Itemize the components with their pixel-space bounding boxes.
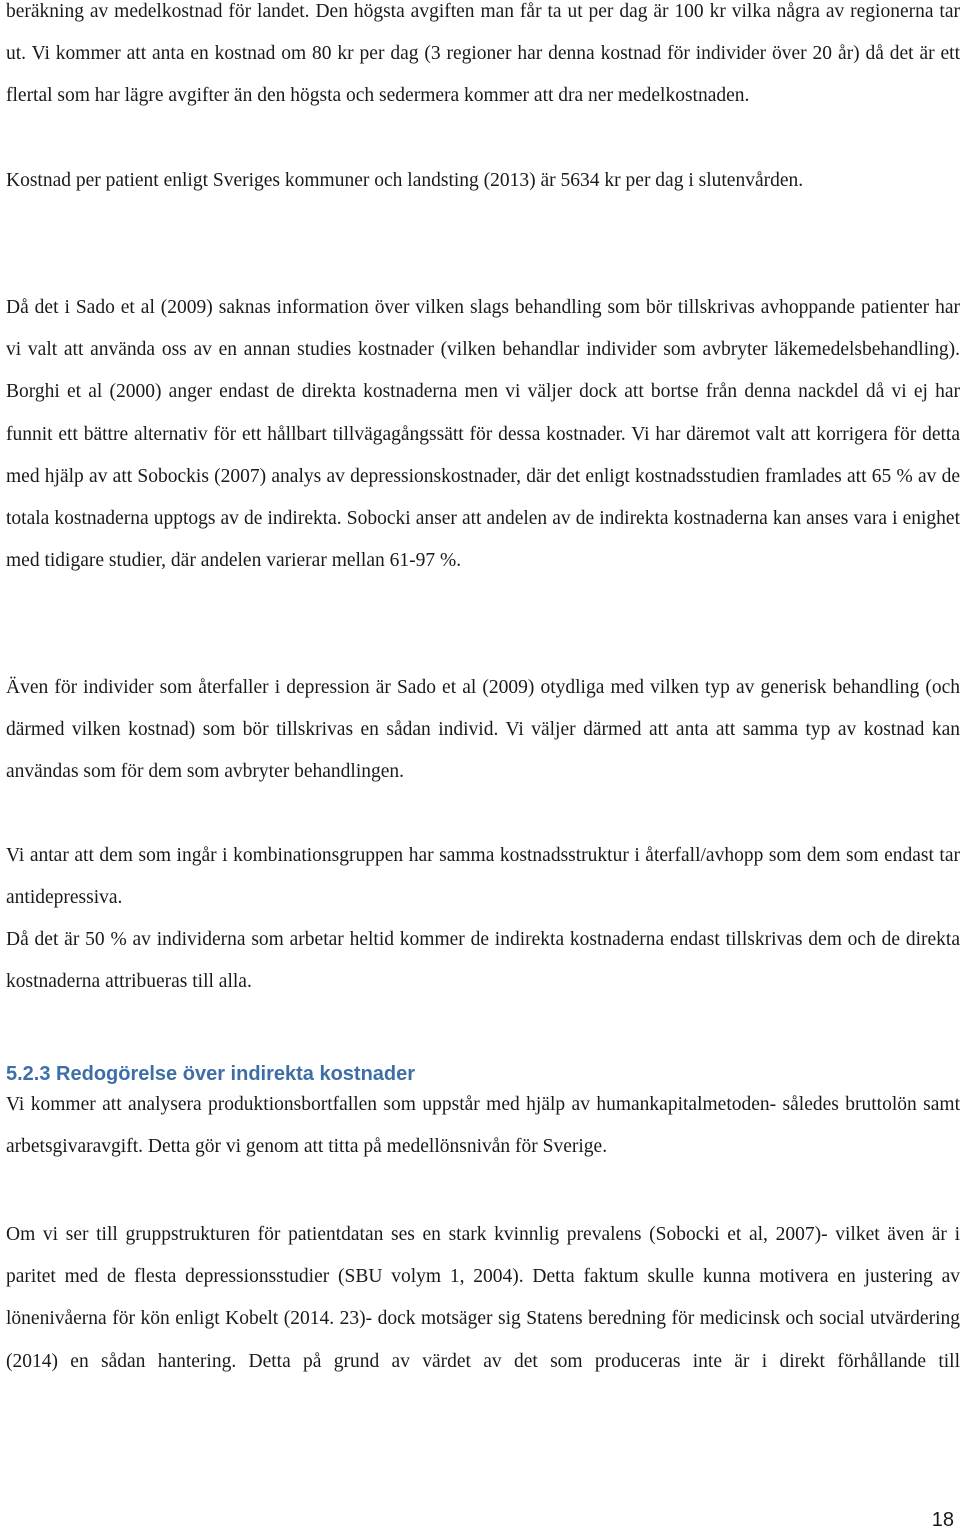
- document-page: [6, 0, 960, 1534]
- paragraph-heltid: Då det är 50 % av individerna som arbetar heltid kommer de indirekta kostnaderna endast tillskrivas dem och de direkta kostnaderna attribueras till alla.: [6, 929, 960, 993]
- paragraph-aterfall: Även för individer som återfaller i depression är Sado et al (2009) otydliga med vilken typ av generisk behandling (och därmed vilken kostnad) som bör tillskrivas en sådan individ. Vi väljer därmed att anta att samma typ av kostnad kan användas som för dem som avbryter behandlingen.: [6, 677, 960, 783]
- paragraph-produktionsbortfall: Vi kommer att analysera produktionsbortfallen som uppstår med hjälp av humankapitalmetoden- således bruttolön samt arbetsgivaravgift. Detta gör vi genom att titta på medellönsnivån för Sverige.: [6, 1094, 960, 1158]
- page-number: 18: [931, 1509, 954, 1531]
- paragraph-slutenvarden: Kostnad per patient enligt Sveriges kommuner och landsting (2013) är 5634 kr per dag i slutenvården.: [6, 170, 804, 191]
- paragraph-kombinationsgruppen: Vi antar att dem som ingår i kombinationsgruppen har samma kostnadsstruktur i återfall/avhopp som dem som endast tar antidepressiva.: [6, 845, 960, 909]
- section-heading: 5.2.3 Redogörelse över indirekta kostnader: [6, 1063, 416, 1085]
- paragraph-gruppstruktur: Om vi ser till gruppstrukturen för patientdatan ses en stark kvinnlig prevalens (Sobocki et al, 2007)- vilket även är i paritet med de flesta depressionsstudier (SBU volym 1, 2004). Detta faktum skulle kunna motivera en justering av lönenivåerna för kön enligt Kobelt (2014. 23)- dock motsäger sig Statens beredning för medicinsk och social utvärdering (2014) en sådan hantering. Detta på grund av värdet av det som produceras inte är i direkt förhållande till: [6, 1224, 960, 1372]
- paragraph-medelkostnad: beräkning av medelkostnad för landet. Den högsta avgiften man får ta ut per dag är 100 kr vilka några av regionerna tar ut. Vi kommer att anta en kostnad om 80 kr per dag (3 regioner har denna kostnad för individer över 20 år) då det är ett flertal som har lägre avgifter än den högsta och sedermera kommer att dra ner medelkostnaden.: [6, 1, 960, 107]
- paragraph-avhoppande-patienter: Då det i Sado et al (2009) saknas information över vilken slags behandling som bör tillskrivas avhoppande patienter har vi valt att använda oss av en annan studies kostnader (vilken behandlar individer som avbryter läkemedelsbehandling). Borghi et al (2000) anger endast de direkta kostnaderna men vi väljer dock att bortse från denna nackdel då vi ej har funnit ett bättre alternativ för ett hållbart tillvägagångssätt för dessa kostnader. Vi har däremot valt att korrigera för detta med hjälp av att Sobockis (2007) analys av depressionskostnader, där det enligt kostnadsstudien framlades att 65 % av de totala kostnaderna upptogs av de indirekta. Sobocki anser att andelen av de indirekta kostnaderna kan anses vara i enighet med tidigare studier, där andelen varierar mellan 61-97 %.: [6, 297, 960, 572]
